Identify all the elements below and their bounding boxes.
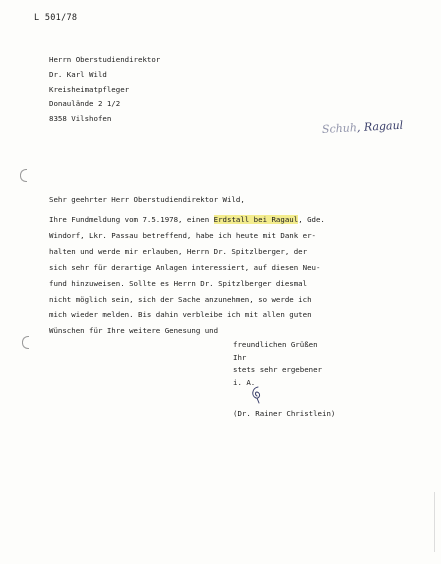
- handwritten-annotation: [322, 119, 404, 136]
- body-line: Ihre Fundmeldung vom 7.5.1978, einen Erdstall bei Ragaul, Gde.: [49, 215, 325, 224]
- closing-line: Ihr: [233, 352, 247, 362]
- signatory-name: (Dr. Rainer Christlein): [233, 409, 336, 418]
- punch-hole-mark: [20, 169, 27, 182]
- highlighted-text: Erdstall bei Ragaul: [213, 215, 299, 224]
- body-line: mich wieder melden. Bis dahin verbleibe ich mit allen guten: [49, 310, 312, 320]
- closing-block: [233, 339, 322, 390]
- signature-mark: [249, 385, 265, 405]
- address-line: Donaulände 2 1/2: [49, 99, 121, 109]
- handwritten-word: , Ragaul: [356, 118, 404, 135]
- page-edge-shadow: [434, 492, 435, 552]
- letter-body: [49, 212, 325, 339]
- recipient-address: [49, 53, 160, 127]
- address-line: Kreisheimatpfleger: [49, 84, 130, 94]
- body-line: fund hinzuweisen. Sollte es Herrn Dr. Spitzlberger diesmal: [49, 278, 308, 288]
- body-line: Windorf, Lkr. Passau betreffend, habe ich heute mit Dank er-: [49, 230, 316, 240]
- address-line: Dr. Karl Wild: [49, 69, 107, 79]
- body-line: nicht möglich sein, sich der Sache anzunehmen, so werde ich: [49, 294, 312, 304]
- address-line: 8358 Vilshofen: [49, 114, 112, 124]
- closing-line: i. A.: [233, 378, 256, 388]
- file-reference: L 501/78: [34, 13, 78, 23]
- punch-hole-mark: [22, 336, 29, 349]
- closing-line: stets sehr ergebener: [233, 365, 322, 375]
- body-line: halten und werde mir erlauben, Herrn Dr. Spitzlberger, der: [49, 246, 308, 256]
- handwritten-word: Schuh: [321, 121, 358, 136]
- closing-line: freundlichen Grüßen: [233, 340, 318, 349]
- body-line: Wünschen für Ihre weitere Genesung und: [49, 326, 219, 336]
- body-line: sich sehr für derartige Anlagen interessiert, auf diesen Neu-: [49, 262, 321, 272]
- salutation: Sehr geehrter Herr Oberstudiendirektor Wild,: [49, 195, 245, 204]
- address-line: Herrn Oberstudiendirektor: [49, 55, 161, 64]
